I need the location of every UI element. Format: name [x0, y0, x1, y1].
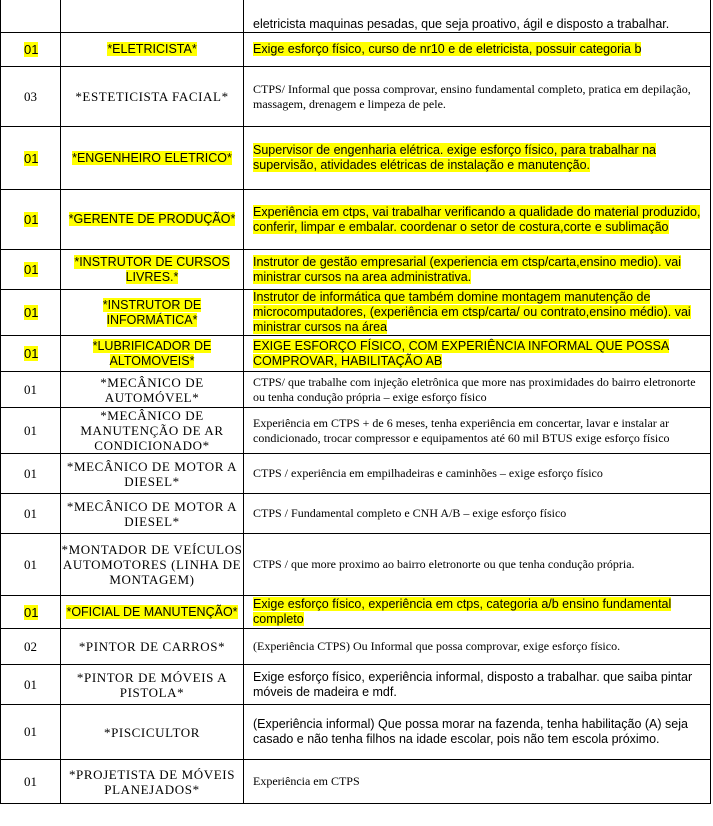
desc-cell [244, 629, 711, 665]
desc-text: Exige esforço físico, experiência informal, disposto a trabalhar. que saiba pintar móveis de madeira e mdf. [253, 669, 693, 699]
desc-cell [244, 760, 711, 804]
title-text: *ESTETICISTA FACIAL* [75, 89, 229, 104]
title-cell [61, 190, 244, 250]
desc-cell [244, 408, 711, 454]
desc-text: Experiência em CTPS + de 6 meses, tenha experiência em concertar, lavar e instalar ar condicionado, trocar compressor e equipamentos até 60 mil BTUS exige esforço físico [253, 415, 670, 445]
desc-text: CTPS/ Informal que possa comprovar, ensino fundamental completo, pratica em depilação, massagem, drenagem e limpeza de pele. [253, 81, 691, 111]
qty-cell [1, 250, 61, 290]
title-text: *MONTADOR DE VEÍCULOS AUTOMOTORES (LINHA DE MONTAGEM) [61, 542, 243, 587]
title-cell [61, 372, 244, 408]
table-row [1, 705, 711, 760]
qty-text: 01 [24, 381, 37, 397]
qty-text: 01 [24, 604, 39, 620]
qty-cell [1, 454, 61, 494]
table-row [1, 0, 711, 33]
job-table-body [1, 0, 711, 804]
qty-text: 02 [24, 638, 37, 654]
title-cell [61, 250, 244, 290]
qty-cell [1, 67, 61, 127]
qty-cell [1, 190, 61, 250]
qty-cell [1, 0, 61, 33]
title-text: *MECÂNICO DE MOTOR A DIESEL* [66, 498, 238, 529]
desc-text: (Experiência CTPS) Ou Informal que possa comprovar, exige esforço físico. [253, 639, 621, 653]
table-row [1, 190, 711, 250]
table-row [1, 372, 711, 408]
title-cell [61, 290, 244, 336]
desc-text: (Experiência informal) Que possa morar na fazenda, tenha habilitação (A) seja casado e não tenha filhos na idade escolar, pois não tem escola próximo. [253, 717, 688, 746]
table-row [1, 596, 711, 629]
title-text: *INSTRUTOR DE CURSOS LIVRES.* [74, 254, 230, 284]
desc-cell [244, 67, 711, 127]
qty-text: 01 [24, 773, 37, 789]
title-text: *GERENTE DE PRODUÇÃO* [68, 212, 236, 226]
table-row [1, 250, 711, 290]
desc-cell [244, 596, 711, 629]
qty-cell [1, 705, 61, 760]
title-text: *MECÂNICO DE MOTOR A DIESEL* [66, 458, 238, 489]
desc-text: CTPS / que more proximo ao bairro eletronorte ou que tenha condução própria. [253, 557, 635, 571]
title-text: *INSTRUTOR DE INFORMÁTICA* [102, 297, 202, 327]
desc-cell [244, 190, 711, 250]
title-cell [61, 534, 244, 596]
qty-text: 01 [24, 346, 39, 361]
title-cell [61, 408, 244, 454]
title-text: *PINTOR DE MÓVEIS A PISTOLA* [76, 669, 228, 700]
desc-cell [244, 127, 711, 190]
title-text: *MECÂNICO DE MANUTENÇÃO DE AR CONDICIONADO* [80, 408, 224, 453]
table-row [1, 454, 711, 494]
title-cell [61, 665, 244, 705]
title-text: *PINTOR DE CARROS* [78, 639, 226, 654]
qty-cell [1, 596, 61, 629]
table-row [1, 534, 711, 596]
title-text: *PROJETISTA DE MÓVEIS PLANEJADOS* [68, 766, 236, 797]
table-row [1, 290, 711, 336]
desc-cell [244, 372, 711, 408]
qty-text: 01 [24, 212, 39, 227]
desc-cell [244, 250, 711, 290]
qty-cell [1, 290, 61, 336]
table-row [1, 665, 711, 705]
desc-text: Instrutor de gestão empresarial (experiencia em ctsp/carta,ensino medio). vai ministrar cursos na area administrativa. [253, 254, 681, 284]
title-text: *PISCICULTOR [103, 724, 201, 740]
desc-cell [244, 0, 711, 33]
title-cell [61, 33, 244, 67]
title-cell [61, 629, 244, 665]
desc-cell [244, 705, 711, 760]
desc-text: Exige esforço físico, experiência em ctps, categoria a/b ensino fundamental completo [253, 597, 672, 626]
desc-text: eletricista maquinas pesadas, que seja proativo, ágil e disposto a trabalhar. [253, 17, 670, 31]
desc-cell [244, 33, 711, 67]
qty-text: 01 [24, 724, 37, 739]
title-text: *OFICIAL DE MANUTENÇÃO* [66, 604, 238, 619]
qty-cell [1, 33, 61, 67]
qty-cell [1, 494, 61, 534]
desc-text: CTPS/ que trabalhe com injeção eletrônica que more nas proximidades do bairro eletronorte ou tenha condução própria – exige esforço físico [253, 374, 696, 404]
title-cell [61, 760, 244, 804]
title-cell [61, 67, 244, 127]
qty-text: 03 [24, 88, 37, 104]
desc-text: Supervisor de engenharia elétrica. exige esforço físico, para trabalhar na supervisão, atividades elétricas de instalação e manutenção. [253, 143, 657, 172]
title-cell [61, 127, 244, 190]
desc-text: Exige esforço físico, curso de nr10 e de eletricista, possuir categoria b [253, 42, 642, 56]
title-text: *ENGENHEIRO ELETRICO* [72, 150, 232, 165]
qty-cell [1, 534, 61, 596]
table-row [1, 127, 711, 190]
title-cell [61, 0, 244, 33]
qty-text: 01 [24, 422, 37, 438]
qty-text: 01 [24, 305, 39, 320]
qty-cell [1, 760, 61, 804]
desc-text: Experiência em CTPS [253, 774, 360, 788]
qty-text: 01 [24, 465, 37, 481]
qty-text: 01 [24, 676, 37, 692]
desc-cell [244, 665, 711, 705]
table-row [1, 760, 711, 804]
qty-text: 01 [24, 42, 39, 57]
qty-cell [1, 665, 61, 705]
qty-text: 01 [24, 150, 39, 166]
title-cell [61, 596, 244, 629]
title-cell [61, 705, 244, 760]
desc-text: Instrutor de informática que também domine montagem manutenção de microcomputadores, (experiência em ctsp/carta/ ou contrato,ensino médio). vai ministrar cursos na área [253, 290, 691, 334]
desc-cell [244, 454, 711, 494]
qty-cell [1, 127, 61, 190]
table-row [1, 336, 711, 372]
qty-text: 01 [24, 556, 37, 572]
title-cell [61, 336, 244, 372]
table-row [1, 629, 711, 665]
title-text: *LUBRIFICADOR DE ALTOMOVEIS* [92, 338, 212, 368]
title-cell [61, 454, 244, 494]
title-text: *ELETRICISTA* [107, 42, 197, 56]
qty-cell [1, 408, 61, 454]
qty-text: 01 [24, 505, 37, 521]
desc-text: CTPS / experiência em empilhadeiras e caminhões – exige esforço físico [253, 466, 603, 480]
qty-cell [1, 372, 61, 408]
desc-cell [244, 290, 711, 336]
desc-cell [244, 534, 711, 596]
table-row [1, 408, 711, 454]
desc-text: EXIGE ESFORÇO FÍSICO, COM EXPERIÊNCIA INFORMAL QUE POSSA COMPROVAR, HABILITAÇÃO AB [253, 338, 670, 368]
desc-cell [244, 336, 711, 372]
table-row [1, 494, 711, 534]
qty-text: 01 [24, 262, 39, 277]
desc-cell [244, 494, 711, 534]
table-row [1, 67, 711, 127]
title-text: *MECÂNICO DE AUTOMÓVEL* [100, 374, 204, 405]
qty-cell [1, 336, 61, 372]
qty-cell [1, 629, 61, 665]
title-cell [61, 494, 244, 534]
desc-text: Experiência em ctps, vai trabalhar verificando a qualidade do material produzido, conferir, limpar e embalar. coordenar o setor de costura,corte e sublimação [253, 204, 701, 234]
desc-text: CTPS / Fundamental completo e CNH A/B – exige esforço físico [253, 506, 567, 520]
table-row [1, 33, 711, 67]
